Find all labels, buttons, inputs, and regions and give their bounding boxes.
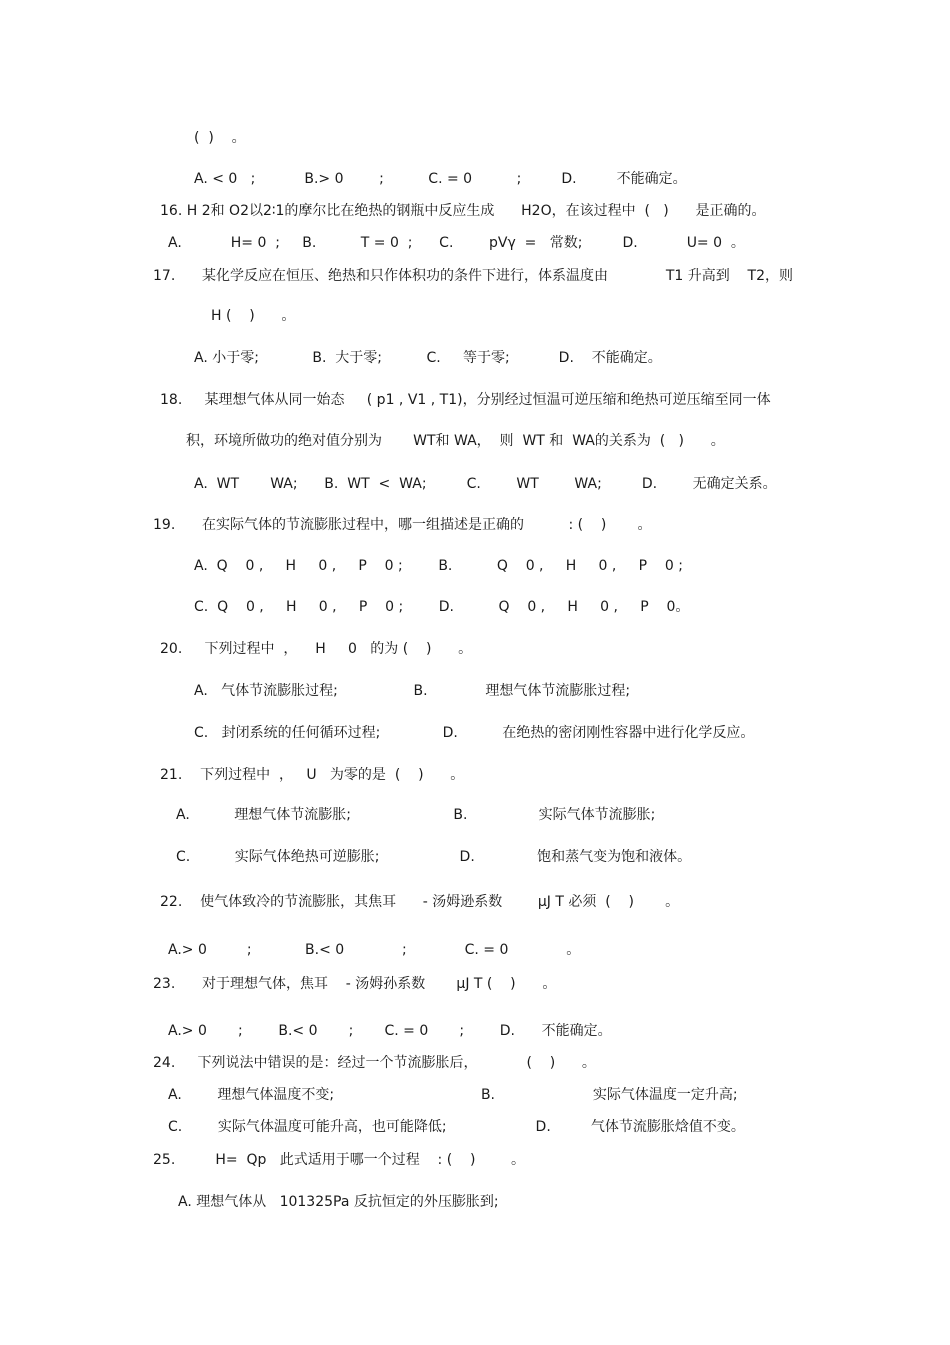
question-18: 18. 某理想气体从同一始态 ( p1 , V1 , T1)，分别经过恒温可逆压缩和绝热可逆压缩至同一体 [160, 392, 771, 408]
options-line: A. H= 0 ; B. T = 0 ; C. pVγ = 常数; D. U= 0 。 [168, 235, 745, 251]
question-23: 23. 对于理想气体，焦耳 - 汤姆孙系数 μJ T ( ) 。 [153, 976, 557, 992]
options-line: C. 封闭系统的任何循环过程; D. 在绝热的密闭刚性容器中进行化学反应。 [194, 725, 755, 741]
question-20: 20. 下列过程中 ， H 0 的为 ( ) 。 [160, 641, 473, 657]
options-line: A. 理想气体节流膨胀; B. 实际气体节流膨胀; [176, 807, 656, 823]
options-line: A. 气体节流膨胀过程; B. 理想气体节流膨胀过程; [194, 683, 631, 699]
options-line: C. 实际气体绝热可逆膨胀; D. 饱和蒸气变为饱和液体。 [176, 849, 692, 865]
question-21: 21. 下列过程中 ， U 为零的是 ( ) 。 [160, 767, 465, 783]
text-line: 积，环境所做功的绝对值分别为 WT和 WA， 则 WT 和 WA的关系为 ( ) 。 [186, 433, 725, 449]
text-line: H ( ) 。 [211, 308, 296, 324]
question-19: 19. 在实际气体的节流膨胀过程中，哪一组描述是正确的 : ( ) 。 [153, 517, 652, 533]
options-line: A. 理想气体温度不变; B. 实际气体温度一定升高; [168, 1087, 738, 1103]
question-24: 24. 下列说法中错误的是：经过一个节流膨胀后， ( ) 。 [153, 1055, 596, 1071]
options-line: A. WT WA; B. WT < WA; C. WT WA; D. 无确定关系。 [194, 476, 777, 492]
options-line: A.> 0 ; B.< 0 ; C. = 0 ; D. 不能确定。 [168, 1023, 612, 1039]
options-line: C. 实际气体温度可能升高，也可能降低; D. 气体节流膨胀焓值不变。 [168, 1119, 745, 1135]
question-22: 22. 使气体致冷的节流膨胀，其焦耳 - 汤姆逊系数 μJ T 必须 ( ) 。 [160, 894, 680, 910]
options-line: A. 小于零; B. 大于零; C. 等于零; D. 不能确定。 [194, 350, 662, 366]
options-line: A. 理想气体从 101325Pa 反抗恒定的外压膨胀到; [178, 1194, 499, 1210]
options-line: A. Q 0 , H 0 , P 0 ; B. Q 0 , H 0 , P 0 ; [194, 558, 683, 574]
question-16: 16. H 2和 O2以2∶1的摩尔比在绝热的钢瓶中反应生成 H2O，在该过程中 ( ) 是正确的。 [160, 203, 766, 219]
question-17: 17. 某化学反应在恒压、绝热和只作体积功的条件下进行，体系温度由 T1 升高到 T2，则 [153, 268, 793, 284]
question-25: 25. H= Qp 此式适用于哪一个过程 : ( ) 。 [153, 1152, 526, 1168]
options-line: C. Q 0 , H 0 , P 0 ; D. Q 0 , H 0 , P 0。 [194, 599, 690, 615]
options-line: A.> 0 ; B.< 0 ; C. = 0 。 [168, 942, 581, 958]
text-line: ( ) 。 [194, 130, 246, 146]
options-line: A. < 0 ; B.> 0 ; C. = 0 ; D. 不能确定。 [194, 171, 687, 187]
